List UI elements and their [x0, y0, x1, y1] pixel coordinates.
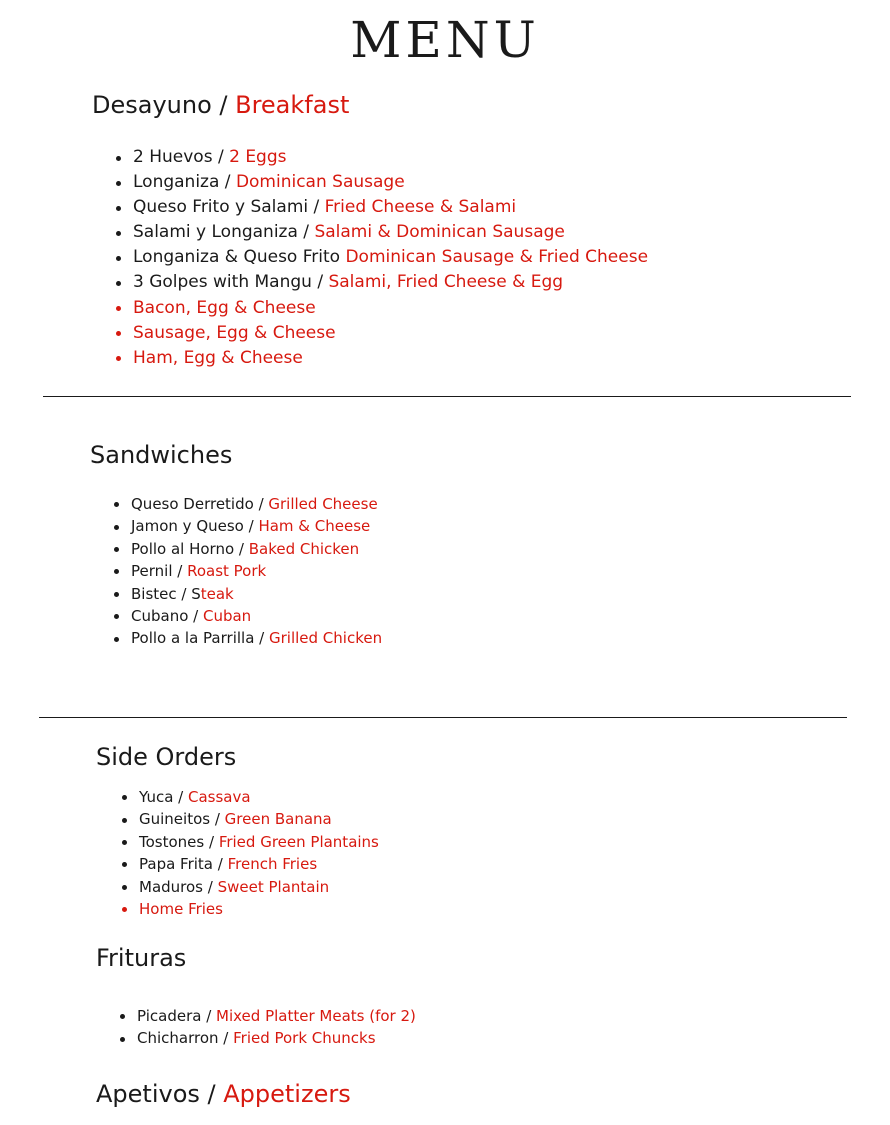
frituras-heading: Frituras: [96, 944, 187, 972]
list-item: [131, 583, 382, 605]
list-item: [139, 831, 379, 853]
item-english: Grilled Cheese: [268, 495, 378, 513]
list-item: [131, 493, 382, 515]
list-item: [133, 220, 648, 245]
sandwiches-list: [131, 493, 382, 650]
item-english: Cuban: [202, 607, 252, 626]
item-spanish: 2 Huevos /: [133, 147, 230, 167]
list-item: [131, 605, 382, 627]
list-item: [131, 538, 382, 560]
item-english: Green Banana: [224, 810, 332, 829]
item-english: Salami & Dominican Sausage: [314, 222, 565, 243]
list-item: [139, 808, 379, 830]
item-english: Dominican Sausage & Fried Cheese: [345, 247, 649, 268]
list-item: [133, 270, 648, 295]
item-spanish: Salami y Longaniza /: [133, 222, 315, 243]
item-english: Ham, Egg & Cheese: [133, 347, 303, 368]
list-item: [137, 1005, 416, 1027]
sides-list: [139, 786, 379, 920]
item-english: Dominican Sausage: [235, 172, 405, 193]
item-spanish: Bistec / S: [131, 584, 201, 603]
section-divider: [43, 396, 851, 397]
appetizers-heading: [96, 1078, 351, 1110]
appetizers-heading-es: Apetivos /: [96, 1080, 224, 1108]
list-item: [133, 296, 648, 321]
item-english: Fried Pork Chuncks: [233, 1029, 376, 1048]
list-item: [137, 1027, 416, 1049]
list-item: [131, 515, 382, 537]
item-spanish: Jamon y Queso /: [131, 517, 259, 536]
item-spanish: 3 Golpes with Mangu /: [133, 272, 329, 293]
list-item: [139, 898, 379, 920]
item-spanish: Queso Derretido /: [131, 495, 269, 513]
list-item: [131, 627, 382, 649]
item-english: Mixed Platter Meats (for 2): [216, 1007, 416, 1025]
list-item: [131, 560, 382, 582]
item-english: Roast Pork: [187, 562, 267, 581]
item-spanish: Longaniza & Queso Frito: [133, 247, 346, 268]
item-spanish: Yuca /: [139, 788, 188, 806]
list-item: [133, 346, 648, 371]
item-english: 2 Eggs: [229, 147, 287, 167]
section-divider: [39, 717, 847, 718]
breakfast-heading: [92, 89, 349, 121]
item-english: Baked Chicken: [248, 539, 360, 558]
item-spanish: Picadera /: [137, 1007, 217, 1025]
breakfast-heading-es: Desayuno /: [92, 91, 236, 119]
sandwiches-heading: Sandwiches: [90, 441, 233, 469]
item-english: Salami, Fried Cheese & Egg: [328, 272, 564, 293]
sides-heading: Side Orders: [96, 743, 237, 771]
item-english: Bacon, Egg & Cheese: [133, 297, 316, 318]
list-item: [133, 245, 648, 270]
frituras-list: [137, 1005, 416, 1050]
item-spanish: Papa Frita /: [139, 855, 228, 874]
appetizers-heading-en: Appetizers: [223, 1080, 351, 1108]
item-english: Cassava: [187, 788, 251, 806]
list-item: [139, 853, 379, 875]
list-item: [133, 170, 648, 195]
list-item: [133, 321, 648, 346]
item-english: Fried Cheese & Salami: [324, 197, 517, 218]
item-english: French Fries: [227, 855, 318, 874]
list-item: [139, 786, 379, 808]
item-english: Fried Green Plantains: [218, 832, 379, 851]
item-spanish: Queso Frito y Salami /: [133, 197, 325, 218]
item-spanish: Maduros /: [139, 877, 218, 896]
item-english: Sausage, Egg & Cheese: [133, 322, 336, 343]
item-english: Sweet Plantain: [217, 877, 330, 896]
item-spanish: Guineitos /: [139, 810, 225, 829]
item-spanish: Pollo a la Parrilla /: [131, 629, 269, 648]
item-spanish: Pernil /: [131, 562, 188, 581]
menu-title: MENU: [350, 11, 540, 69]
item-english: Grilled Chicken: [268, 629, 383, 648]
item-english: Home Fries: [139, 900, 223, 919]
item-spanish: Longaniza /: [133, 172, 236, 193]
breakfast-list: [133, 145, 648, 371]
list-item: [133, 145, 648, 170]
item-spanish: Chicharron /: [137, 1029, 234, 1048]
item-spanish: Cubano /: [131, 607, 203, 626]
list-item: [133, 195, 648, 220]
list-item: [139, 876, 379, 898]
breakfast-heading-en: Breakfast: [235, 91, 350, 119]
item-spanish: Pollo al Horno /: [131, 539, 249, 558]
item-english: teak: [200, 584, 234, 603]
item-spanish: Tostones /: [139, 832, 219, 851]
item-english: Ham & Cheese: [258, 517, 371, 536]
